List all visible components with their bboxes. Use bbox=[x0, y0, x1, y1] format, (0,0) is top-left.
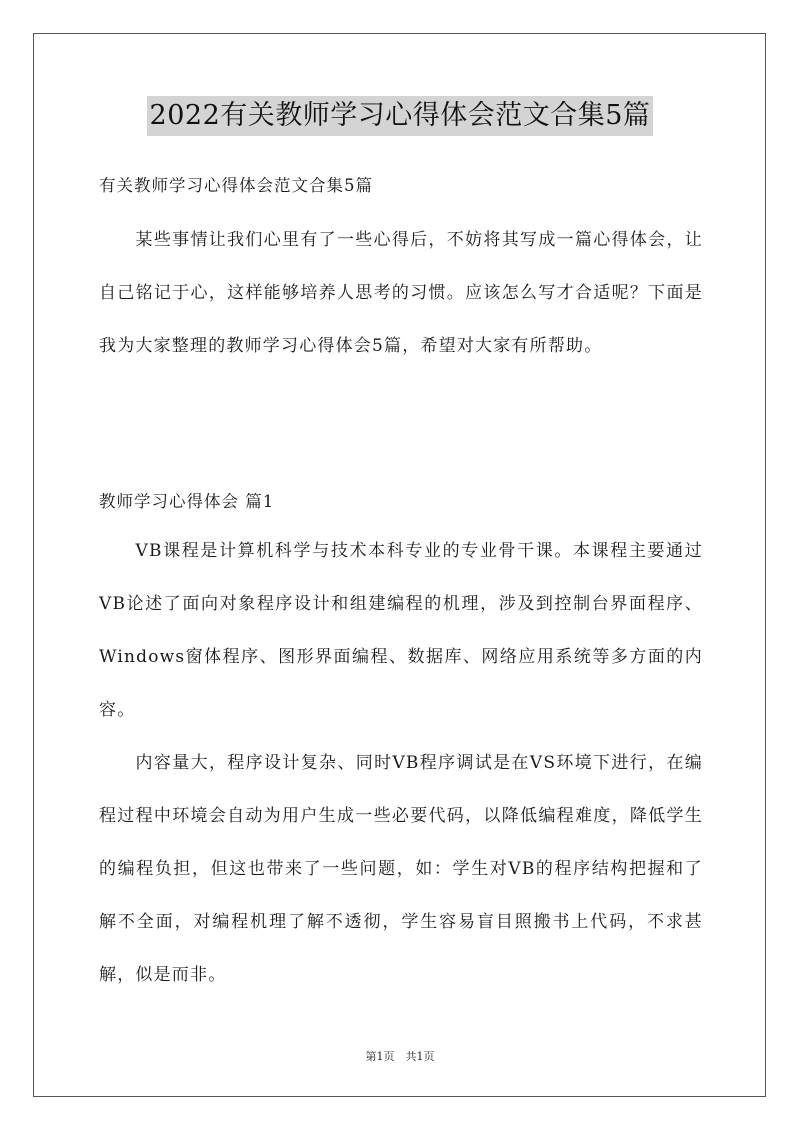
document-subtitle: 有关教师学习心得体会范文合集5篇 bbox=[99, 176, 373, 195]
section-heading: 教师学习心得体会 篇1 bbox=[99, 492, 275, 511]
intro-paragraph: 某些事情让我们心里有了一些心得后，不妨将其写成一篇心得体会，让自己铭记于心，这样能够培养人思考的习惯。应该怎么写才合适呢？下面是我为大家整理的教师学习心得体会5篇，希望对大家有所帮助。 bbox=[99, 230, 703, 356]
body-paragraph-1: VB课程是计算机科学与技术本科专业的专业骨干课。本课程主要通过VB论述了面向对象程序设计和组建编程的机理，涉及到控制台界面程序、Windows窗体程序、图形界面编程、数据库、网络应用系统等多方面的内容。 bbox=[99, 541, 703, 720]
body-paragraph-2: 内容量大，程序设计复杂、同时VB程序调试是在VS环境下进行，在编程过程中环境会自动为用户生成一些必要代码，以降低编程难度，降低学生的编程负担，但这也带来了一些问题，如：学生对VB的程序结构把握和了解不全面，对编程机理了解不透彻，学生容易盲目照搬书上代码，不求甚解，似是而非。 bbox=[99, 753, 703, 985]
title-container bbox=[0, 96, 800, 136]
document-title: 2022有关教师学习心得体会范文合集5篇 bbox=[147, 96, 654, 136]
page-footer: 第1页 共1页 bbox=[365, 1050, 435, 1063]
